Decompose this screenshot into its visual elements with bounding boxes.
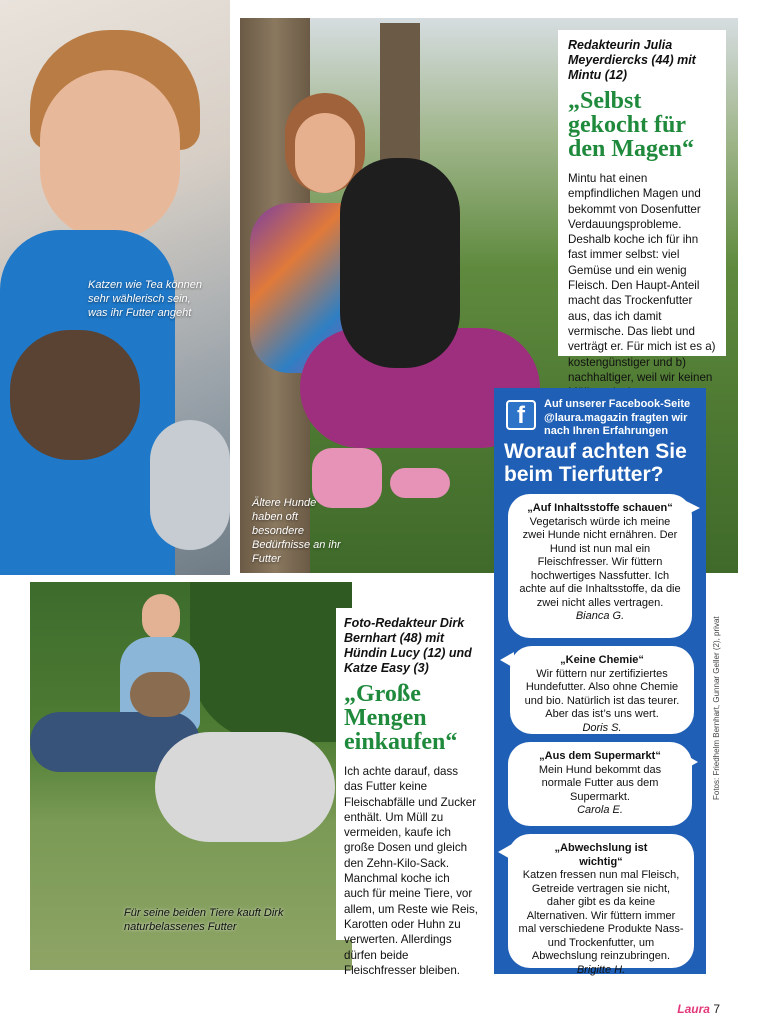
bubble-tail	[684, 500, 700, 516]
article-dirk-body: Ich achte darauf, dass das Futter keine Fleischabfälle und Zucker enthält. Um Müll zu vermeiden, kaufe ich große Dosen und gleich den Zehn-Kilo-Sack. Manchmal koche ich auch für meine Tiere, vor allem, um Reste wie Reis, Karotten oder Huhn zu verwerten. Allerdings dürfen beide Fleischfresser bleiben.	[344, 765, 479, 977]
article-dirk-author: Foto-Redakteur Dirk Bernhart (48) mit Hündin Lucy (12) und Katze Easy (3)	[344, 616, 472, 675]
quote-author: Doris S.	[582, 721, 622, 734]
shoe-shape-2	[390, 468, 450, 498]
photo-credit: Fotos: Friedhelm Bernhart, Gunnar Geller (2), privat	[712, 616, 721, 800]
quote-bubble-4	[508, 834, 694, 976]
quote-text: Mein Hund bekommt das normale Futter aus dem Supermarkt.	[538, 763, 662, 803]
page-footer	[677, 1002, 720, 1016]
article-julia-body: Mintu hat einen empfindlichen Magen und bekommt von Dosenfutter Verdauungsprobleme. Deshalb koche ich für ihn fast immer selbst: viel Gemüse und ein wenig Fleisch. Den Haupt-Anteil macht das Trockenfutter aus, das ich damit vermische. Das liebt und verträgt er. Für mich ist es a) kostengünstiger und b) nachhaltiger, weil wir keinen	[568, 172, 716, 384]
article-julia	[558, 30, 726, 384]
article-dirk-headline: „Große Mengen einkaufen“	[344, 681, 458, 755]
quote-title: „Keine Chemie“	[560, 654, 644, 666]
cushion-shape	[150, 420, 230, 550]
quote-text: Vegetarisch würde ich meine zwei Hunde nicht ernähren. Der Hund ist nun mal ein Fleischfresser. Wir füttern hochwertiges Nassfutter. Ich achte auf die Inhaltsstoffe, da die zwei nicht alles vertragen.	[519, 515, 681, 609]
facebook-intro: Auf unserer Facebook-Seite @laura.magazin fragten wir nach Ihren Erfahrungen	[544, 398, 691, 437]
quote-bubble-1	[508, 494, 692, 638]
article-julia-headline: „Selbst gekocht für den Magen“	[568, 88, 694, 162]
caption-dirk: Für seine beiden Tiere kauft Dirk naturbelassenes Futter	[124, 907, 284, 933]
dog-shape	[155, 732, 335, 842]
dog-shape	[340, 158, 460, 368]
article-julia-author: Redakteurin Julia Meyerdiercks (44) mit Mintu (12)	[568, 38, 696, 82]
brand-logo: Laura	[677, 1002, 710, 1016]
quote-title: „Abwechslung ist wichtig“	[554, 842, 648, 868]
caption-julia: Ältere Hunde haben oft besondere Bedürfnisse an ihr Futter	[252, 497, 341, 565]
quote-bubble-3	[508, 742, 692, 826]
shrub-shape	[190, 582, 352, 742]
quote-text: Wir füttern nur zertifiziertes Hundefutter. Also ohne Chemie und bio. Natürlich ist das teurer. Aber das ist’s uns wert.	[524, 667, 680, 720]
bubble-tail	[500, 652, 514, 668]
facebook-panel	[494, 388, 706, 974]
quote-title: „Auf Inhaltsstoffe schauen“	[527, 502, 673, 514]
caption-tea: Katzen wie Tea können sehr wählerisch sein, was ihr Futter angeht	[88, 279, 202, 319]
quote-author: Carola E.	[577, 804, 623, 816]
article-dirk	[336, 608, 486, 977]
facebook-icon: f	[506, 400, 536, 430]
cat-shape	[10, 330, 140, 460]
bubble-tail	[684, 754, 698, 770]
panel-title: Worauf achten Sie beim Tierfutter?	[504, 440, 687, 486]
quote-text: Katzen fressen nun mal Fleisch, Getreide vertragen sie nicht, daher gibt es da keine Alternativen. Wir füttern immer mal verschiedene Produkte Nass- und Trockenfutter, um Abwechslung reinzubringen.	[518, 869, 684, 962]
face-shape	[142, 594, 180, 640]
bubble-tail	[498, 844, 512, 860]
face-shape	[40, 70, 180, 240]
quote-bubble-2	[510, 646, 694, 734]
quote-title: „Aus dem Supermarkt“	[539, 750, 661, 762]
cat-shape	[130, 672, 190, 717]
quote-author: Brigitte H.	[576, 963, 626, 976]
page-number: 7	[713, 1002, 720, 1016]
quote-author: Bianca G.	[575, 610, 625, 622]
face-shape	[295, 113, 355, 193]
